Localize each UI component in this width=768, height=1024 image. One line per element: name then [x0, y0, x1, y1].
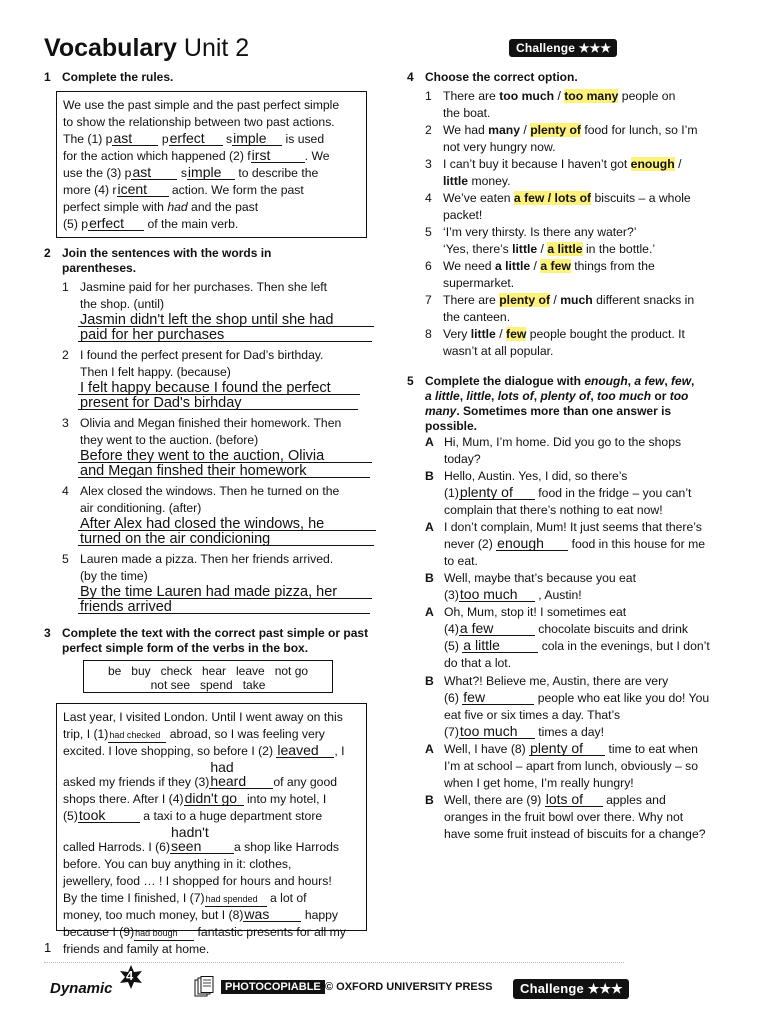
- q5-answer-4[interactable]: a few: [459, 621, 535, 636]
- challenge-badge: Challenge ★★★: [509, 39, 617, 57]
- dialogue-line-a1: A Hi, Mum, I’m home. Did you go to the shops today?: [425, 435, 682, 466]
- dialogue-line-b2: B Well, maybe that’s because you eat (3)too much , Austin!: [425, 571, 636, 602]
- q4-choice-8[interactable]: few: [506, 327, 527, 341]
- q3-answer-4[interactable]: didn't go: [184, 791, 244, 806]
- q3-answer-2[interactable]: leaved: [276, 743, 334, 758]
- q1-heading: 1 Complete the rules.: [44, 70, 174, 84]
- dialogue-line-a2: A I don’t complain, Mum! It just seems that there’s never (2) enough food in this house for me to eat.: [425, 520, 706, 568]
- q4-item-2: 2 We had many / plenty of food for lunch, so I’m not very hungry now.: [425, 123, 698, 154]
- q2-prompt-line: Lauren made a pizza. Then her friends arrived.: [80, 552, 334, 566]
- q4-item-5: 5 ‘I’m very thirsty. Is there any water?’ ‘Yes, there’s little / a little in the bottle.’: [425, 225, 656, 256]
- q2-item-number: 1: [62, 280, 69, 294]
- dynamic-logo-mark: [118, 964, 144, 990]
- q5-answer-8[interactable]: plenty of: [529, 741, 605, 756]
- q4-item-4: 4 We’ve eaten a few / lots of biscuits – a whole packet!: [425, 191, 691, 222]
- q5-answer-2[interactable]: enough: [496, 536, 568, 551]
- q3-answer-1[interactable]: had checked: [108, 728, 166, 743]
- copyright-text: © OXFORD UNIVERSITY PRESS: [325, 981, 493, 993]
- q2-written-answer[interactable]: present for Dad's birhday: [80, 395, 242, 411]
- q2-prompt-line: air conditioning. (after): [80, 501, 202, 515]
- q4-choice-7[interactable]: plenty of: [499, 293, 551, 307]
- q2-answer-line: [78, 545, 374, 546]
- q2-answer-line: [78, 477, 370, 478]
- q2-prompt-line: the shop. (until): [80, 297, 165, 311]
- q2-written-answer[interactable]: friends arrived: [80, 599, 172, 615]
- q3-answer-8[interactable]: was: [243, 907, 301, 922]
- q2-item: [62, 551, 372, 585]
- q2-written-answer[interactable]: turned on the air condicioning: [80, 531, 271, 547]
- q3-answer-7[interactable]: had spended: [205, 892, 267, 907]
- dialogue-line-b4: B Well, there are (9) lots of apples and oranges in the fruit bowl over there. Why not have some fruit instead of biscuits for a change?: [425, 791, 706, 841]
- q5-answer-9[interactable]: lots of: [545, 792, 603, 807]
- q2-prompt-line: they went to the auction. (before): [80, 433, 259, 447]
- q4-heading: 4 Choose the correct option.: [407, 70, 578, 84]
- q2-written-answer[interactable]: By the time Lauren had made pizza, her: [80, 584, 338, 600]
- q4-choice-6[interactable]: a few: [540, 259, 571, 273]
- q2-prompt-line: Then I felt happy. (because): [80, 365, 231, 379]
- q4-item-3: 3 I can’t buy it because I haven’t got enough / little money.: [425, 157, 682, 188]
- q3-answer-5[interactable]: took: [78, 808, 140, 823]
- dialogue-line-b1: B Hello, Austin. Yes, I did, so there’s (1)plenty of food in the fridge – you can’t complain that there’s nothing to eat now!: [425, 469, 692, 517]
- dialogue-line-b3: B What?! Believe me, Austin, there are very (6) few people who eat like you do! You eat five or six times a day. That’s (7)too much times a day!: [425, 674, 710, 739]
- q1-rules-box: We use the past simple and the past perfect simple to show the relationship between two past actions. The (1) past perfect simple is used for the action which happened (2) first . We use the (3) past simple to describe the more (4) ricent action. We form the past perfect simple with had and the past (5) perfect of the main verb.: [56, 91, 367, 238]
- q2-item: [62, 415, 372, 449]
- q1-answer-4[interactable]: irst: [251, 148, 305, 163]
- q2-written-answer[interactable]: paid for her purchases: [80, 327, 225, 343]
- photocopy-icon: [194, 976, 214, 998]
- footer-divider: [44, 962, 624, 963]
- q2-item-number: 2: [62, 348, 69, 362]
- q2-heading: 2 Join the sentences with the words in parentheses.: [44, 246, 272, 275]
- q2-prompt-line: Jasmine paid for her purchases. Then she left: [80, 280, 328, 294]
- q2-written-answer[interactable]: Jasmin didn't left the shop until she had: [80, 312, 334, 328]
- dynamic-logo: Dynamic: [50, 980, 113, 997]
- q3-heading: 3 Complete the text with the correct past simple or past perfect simple form of the verbs in the box.: [44, 626, 369, 655]
- q5-heading: 5 Complete the dialogue with enough, a few, few, a little, little, lots of, plenty of, too much or too many. Sometimes more than one answer is possible.: [407, 374, 695, 433]
- page-number: 1: [44, 940, 52, 955]
- q5-answer-6[interactable]: few: [462, 690, 534, 705]
- footer-challenge-badge: Challenge ★★★: [513, 979, 629, 999]
- q2-answer-line: [78, 409, 358, 410]
- dialogue-line-a4: A Well, I have (8) plenty of time to eat when I’m at school – apart from lunch, obviously – so when I get home, I’m really hungry!: [425, 740, 699, 790]
- q1-answer-6[interactable]: imple: [187, 165, 235, 180]
- q1-answer-5[interactable]: ast: [131, 165, 177, 180]
- q2-written-answer[interactable]: I felt happy because I found the perfect: [80, 380, 331, 396]
- q1-answer-3[interactable]: imple: [232, 131, 282, 146]
- q5-answer-7[interactable]: too much: [459, 724, 535, 739]
- q4-choice-3[interactable]: enough: [630, 157, 675, 171]
- q2-answer-line: [78, 613, 370, 614]
- dynamic-logo-number: 4: [126, 968, 134, 983]
- q4-item-6: 6 We need a little / a few things from the supermarket.: [425, 259, 655, 290]
- q2-written-answer[interactable]: and Megan finshed their homework: [80, 463, 307, 479]
- q2-written-answer[interactable]: After Alex had closed the windows, he: [80, 516, 325, 532]
- q1-answer-8[interactable]: erfect: [88, 216, 144, 231]
- q3-answer-3[interactable]: had heard: [209, 760, 273, 789]
- q2-item-number: 5: [62, 552, 69, 566]
- q2-prompt-line: Alex closed the windows. Then he turned on the: [80, 484, 340, 498]
- q2-item: [62, 279, 372, 313]
- q3-answer-9[interactable]: had bough: [134, 926, 194, 941]
- q2-written-answer[interactable]: Before they went to the auction, Olivia: [80, 448, 325, 464]
- q1-answer-1[interactable]: ast: [112, 131, 158, 146]
- q4-choice-2[interactable]: plenty of: [530, 123, 581, 137]
- q3-answer-6[interactable]: hadn't seen: [170, 825, 234, 854]
- q2-item: [62, 483, 372, 517]
- q4-item-8: 8 Very little / few people bought the product. It wasn’t at all popular.: [425, 327, 685, 358]
- q4-item-1: 1 There are too much / too many people on the boat.: [425, 89, 676, 120]
- dialogue-line-a3: A Oh, Mum, stop it! I sometimes eat (4)a few chocolate biscuits and drink (5) a little cola in the evenings, but I don’t do that a lot.: [425, 605, 710, 670]
- q5-answer-3[interactable]: too much: [459, 587, 535, 602]
- q1-answer-7[interactable]: icent: [117, 182, 169, 197]
- photocopiable-label: PHOTOCOPIABLE: [221, 980, 325, 994]
- q5-answer-1[interactable]: plenty of: [459, 485, 535, 500]
- q2-prompt-line: (by the time): [80, 569, 148, 583]
- q1-answer-2[interactable]: erfect: [169, 131, 223, 146]
- q2-answer-line: [78, 341, 372, 342]
- q2-prompt-line: I found the perfect present for Dad’s birthday.: [80, 348, 324, 362]
- q4-choice-5[interactable]: a little: [547, 242, 583, 256]
- q2-item-number: 4: [62, 484, 69, 498]
- q2-item-number: 3: [62, 416, 69, 430]
- q3-text-box: Last year, I visited London. Until I went away on this trip, I (1)had checked abroad, so I was feeling very excited. I love shopping, so before I (2) leaved , I asked my friends if they (3)had heard of any good shops there. After I (4)didn't go into my hotel, I (5)took a taxi to a huge department store called Harrods. I (6)hadn't seen a shop like Harrods before. You can buy anything in it: clothes, jewellery, food … ! I shopped for hours and hours! By the time I finished, I (7)had spended a lot of money, too much money, but I (8)was happy because I (9)had bough fantastic presents for all my friends and family at home.: [56, 703, 367, 931]
- q2-prompt-line: Olivia and Megan finished their homework. Then: [80, 416, 342, 430]
- q2-item: [62, 347, 372, 381]
- q5-answer-5[interactable]: a little: [462, 638, 538, 653]
- q4-choice-1[interactable]: too many: [564, 89, 619, 103]
- q4-choice-4[interactable]: a few / lots of: [513, 191, 592, 205]
- q4-item-7: 7 There are plenty of / much different snacks in the canteen.: [425, 293, 695, 324]
- page-title: Vocabulary Unit 2: [44, 34, 250, 62]
- q3-word-box: be buy check hear leave not go not see spend take: [83, 660, 333, 693]
